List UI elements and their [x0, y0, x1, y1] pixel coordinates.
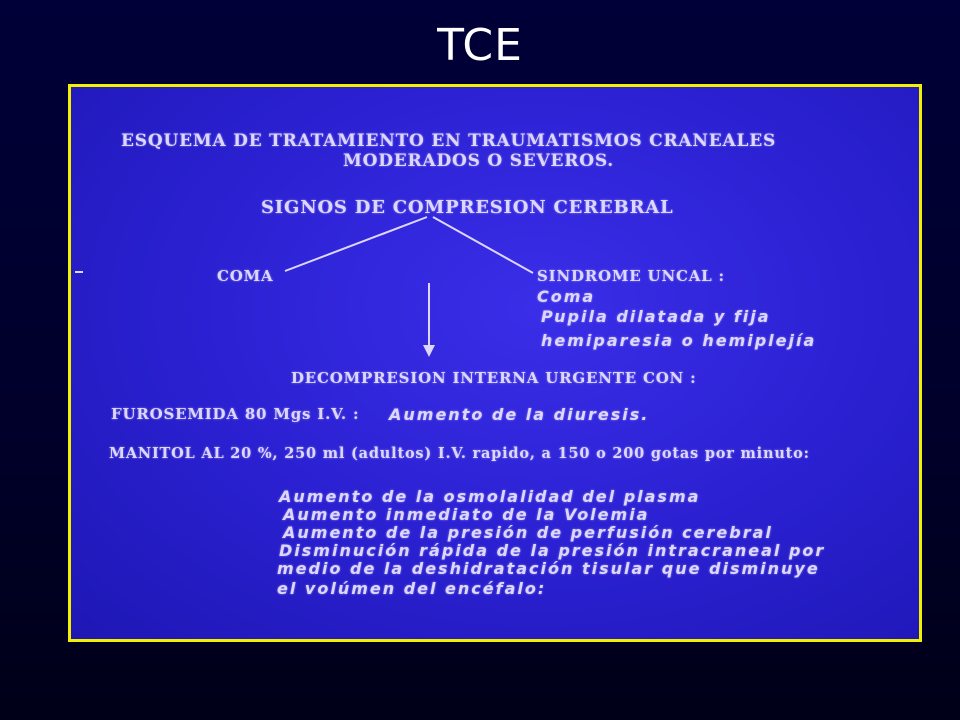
compression-heading: SIGNOS DE COMPRESION CEREBRAL — [261, 197, 674, 218]
manitol-label: MANITOL AL 20 %, 250 ml (adultos) I.V. rapido, a 150 o 200 gotas por minuto: — [109, 445, 810, 462]
slide-title: TCE — [437, 20, 523, 71]
manitol-effect: medio de la deshidratación tisular que disminuye — [277, 559, 820, 578]
arrow-to-coma — [285, 217, 427, 271]
uncal-syndrome-label: SINDROME UNCAL : — [537, 267, 725, 285]
scheme-title-line-2: MODERADOS O SEVEROS. — [343, 151, 615, 171]
slide-photo-frame — [68, 84, 922, 642]
manitol-effect: Aumento de la presión de perfusión cerebral — [283, 523, 773, 542]
manitol-effect: el volúmen del encéfalo: — [277, 579, 547, 598]
arrowhead-down — [423, 345, 435, 357]
uncal-item: hemiparesia o hemiplejía — [541, 331, 817, 350]
furosemida-label: FUROSEMIDA 80 Mgs I.V. : — [111, 405, 360, 423]
manitol-effect: Disminución rápida de la presión intracraneal por — [279, 541, 826, 560]
uncal-item: Coma — [537, 287, 596, 306]
scheme-title-line-1: ESQUEMA DE TRATAMIENTO EN TRAUMATISMOS CRANEALES — [121, 131, 777, 151]
manitol-effect: Aumento inmediato de la Volemia — [283, 505, 650, 524]
arrow-to-uncal — [433, 217, 533, 273]
edge-mark — [75, 271, 83, 273]
decompression-label: DECOMPRESION INTERNA URGENTE CON : — [291, 369, 697, 387]
furosemida-effect: Aumento de la diuresis. — [389, 405, 650, 424]
coma-branch: COMA — [217, 267, 274, 285]
manitol-effect: Aumento de la osmolalidad del plasma — [279, 487, 701, 506]
uncal-item: Pupila dilatada y fija — [541, 307, 771, 326]
